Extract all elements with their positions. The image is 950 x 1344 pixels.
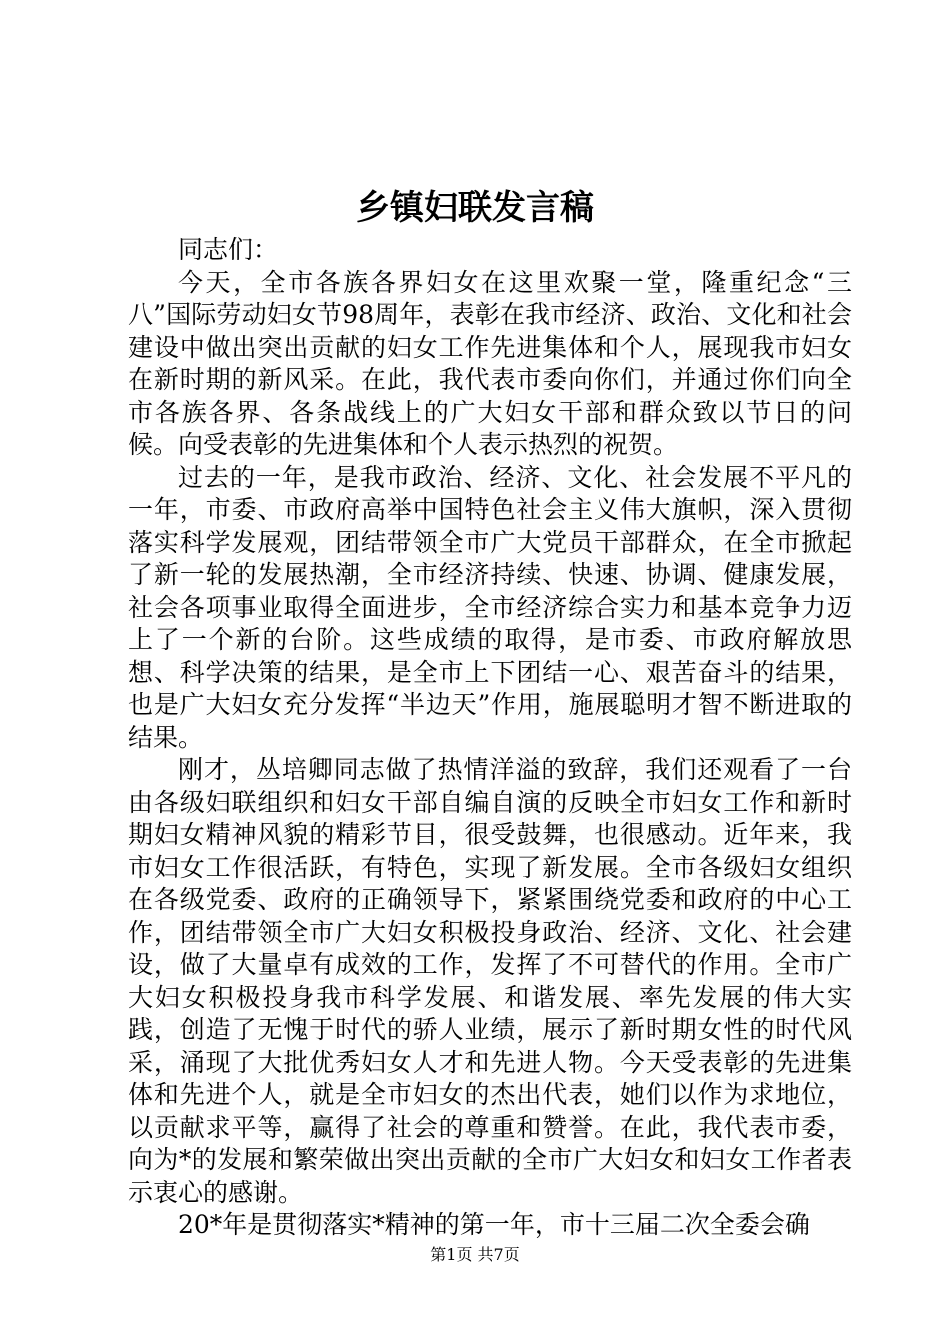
document-title: 乡镇妇联发言稿: [356, 188, 594, 228]
paragraph-3: 刚才，丛培卿同志做了热情洋溢的致辞，我们还观看了一台由各级妇联组织和妇女干部自编自演的反映全市妇女工作和新时期妇女精神风貌的精彩节目，很受鼓舞，也很感动。近年来，我市妇女工作很活跃，有特色，实现了新发展。全市各级妇女组织在各级党委、政府的正确领导下，紧紧围绕党委和政府的中心工作，团结带领全市广大妇女积极投身政治、经济、文化、社会建设，做了大量卓有成效的工作，发挥了不可替代的作用。全市广大妇女积极投身我市科学发展、和谐发展、率先发展的伟大实践，创造了无愧于时代的骄人业绩，展示了新时期女性的时代风采，涌现了大批优秀妇女人才和先进人物。今天受表彰的先进集体和先进个人，就是全市妇女的杰出代表，她们以作为求地位，以贡献求平等，赢得了社会的尊重和赞誉。在此，我代表市委，向为*的发展和繁荣做出突出贡献的全市广大妇女和妇女工作者表示衷心的感谢。: [128, 755, 852, 1207]
paragraph-2: 过去的一年，是我市政治、经济、文化、社会发展不平凡的一年，市委、市政府高举中国特色社会主义伟大旗帜，深入贯彻落实科学发展观，团结带领全市广大党员干部群众，在全市掀起了新一轮的发展热潮，全市经济持续、快速、协调、健康发展，社会各项事业取得全面进步，全市经济综合实力和基本竞争力迈上了一个新的台阶。这些成绩的取得，是市委、市政府解放思想、科学决策的结果，是全市上下团结一心、艰苦奋斗的结果，也是广大妇女充分发挥“半边天”作用，施展聪明才智不断进取的结果。: [128, 462, 852, 752]
salutation: 同志们：: [178, 235, 279, 264]
document-body: [128, 234, 852, 1242]
paragraph-4: 20*年是贯彻落实*精神的第一年，市十三届二次全委会确: [178, 1210, 810, 1239]
paragraph-1: 今天，全市各族各界妇女在这里欢聚一堂，隆重纪念“三八”国际劳动妇女节98周年，表彰在我市经济、政治、文化和社会建设中做出突出贡献的妇女工作先进集体和个人，展现我市妇女在新时期的新风采。在此，我代表市委向你们，并通过你们向全市各族各界、各条战线上的广大妇女干部和群众致以节日的问候。向受表彰的先进集体和个人表示热烈的祝贺。: [128, 267, 852, 459]
page-footer: 第1页 共7页: [430, 1245, 520, 1264]
